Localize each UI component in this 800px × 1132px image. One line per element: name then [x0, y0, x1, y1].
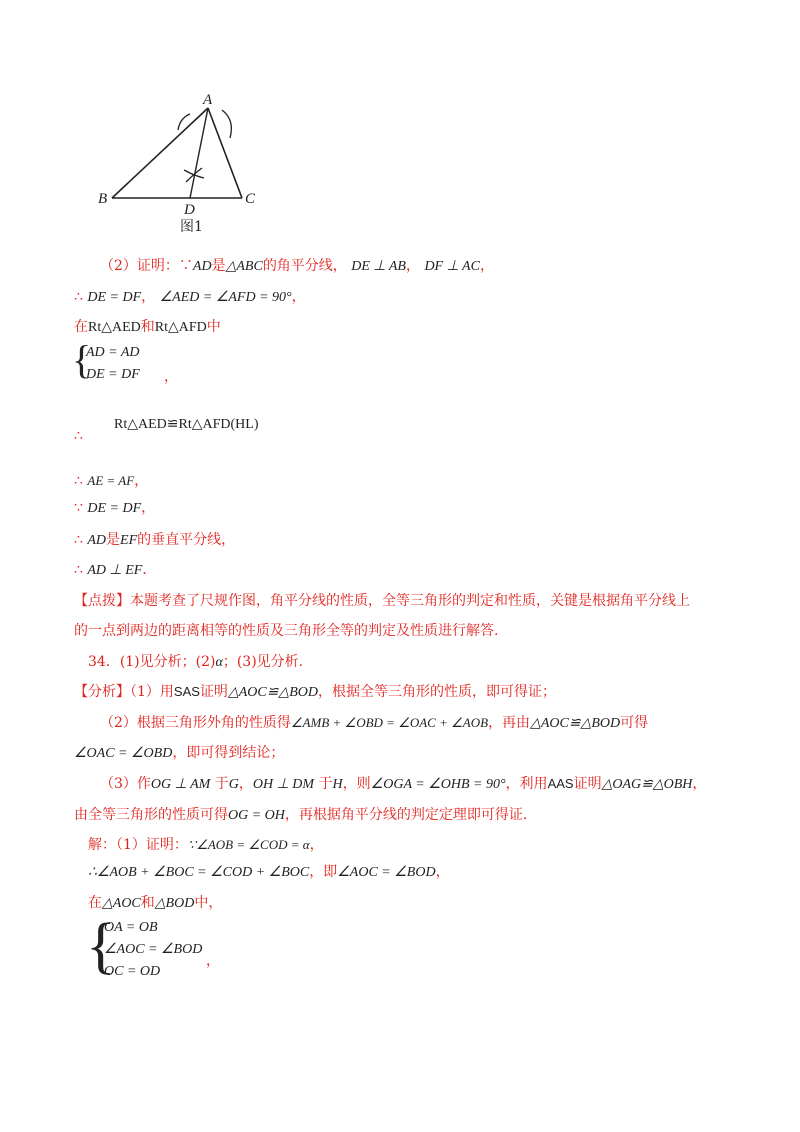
hint-line-2: 的一点到两边的距离相等的性质及三角形全等的判定及性质进行解答. [74, 623, 499, 639]
alpha-symbol: α [215, 655, 223, 670]
therefore-symbol: ∴ [74, 289, 83, 305]
label-a: A [203, 92, 213, 108]
oh-perp-dm: OH ⊥ DM [252, 777, 315, 792]
triangle-aoc: △AOC [102, 896, 141, 911]
congr-aoc-bod: △AOC≌△BOD [227, 685, 318, 700]
line-de-df [74, 497, 155, 517]
namely-text: ，即 [309, 864, 338, 880]
solution-line-3 [88, 892, 222, 912]
solution-line-1 [88, 834, 324, 854]
angle-sum-eq: ∴∠AOB + ∠BOC = ∠COD + ∠BOC [88, 865, 310, 880]
comma-end: ， [435, 864, 450, 880]
analysis-3b-rest: ，再根据角平分线的判定定理即可得证. [284, 807, 528, 823]
analysis-2b [74, 742, 284, 762]
congr-oag-obh: △OAG≌△OBH [601, 777, 693, 792]
q34-suffix: ；(3)见分析. [222, 654, 304, 670]
figure-caption: 图1 [180, 219, 203, 235]
side-ac [208, 108, 242, 198]
label-b: B [98, 191, 108, 207]
comma-end: ， [134, 473, 149, 489]
right-angles-eq: ∠OGA = ∠OHB = 90° [370, 777, 506, 792]
system-brace-1: { [72, 337, 92, 382]
comma: ， [405, 258, 420, 274]
because-symbol: ∵ [74, 500, 83, 516]
triangle-figure [90, 90, 270, 240]
comma: ， [238, 776, 253, 792]
hint-line-1: 【点拨】本题考查了尺规作图，角平分线的性质，全等三角形的判定和性质，关键是根据角平分线上 [74, 593, 690, 609]
congruence-therefore: ∴ [74, 428, 83, 444]
solution-prefix: 解：（1）证明： [88, 837, 188, 853]
q34-prefix: 34．(1)见分析；(2) [88, 654, 216, 670]
at-text-2: 于 [318, 776, 333, 792]
ad-symbol: AD [192, 259, 212, 274]
analysis-2-end: 可得 [620, 715, 649, 731]
prove-text: 证明 [199, 684, 228, 700]
analysis-2 [100, 712, 648, 732]
ef-symbol: EF [120, 533, 138, 548]
eq-de-df: DE = DF [87, 290, 142, 305]
point-g: G [228, 777, 239, 792]
analysis-1 [74, 681, 556, 701]
proof2-line1 [100, 255, 494, 275]
eq-de-df-2: DE = DF [87, 501, 142, 516]
system-brace-2: { [86, 912, 116, 980]
rt-aed: Rt△AED [88, 320, 141, 335]
analysis-1-prefix: 【分析】（1）用 [74, 684, 174, 700]
comma-end: ， [141, 500, 156, 516]
exterior-angle-eq: ∠AMB + ∠OBD = ∠OAC + ∠AOB [290, 715, 489, 730]
triangle-abc: △ABC [225, 259, 263, 274]
analysis-3b-prefix: 由全等三角形的性质可得 [74, 807, 228, 823]
og-perp-am: OG ⊥ AM [150, 777, 211, 792]
therefore-symbol: ∴ [74, 473, 83, 489]
at-text: 于 [214, 776, 229, 792]
system-2-row-3: OC = OD [104, 964, 161, 979]
eq-aoc-bod: ∠AOC = ∠BOD [337, 865, 436, 880]
line-ad-perp-bisector [74, 529, 235, 549]
analysis-2-prefix: （2）根据三角形外角的性质得 [100, 715, 291, 731]
eq-ae-af: AE = AF [87, 473, 135, 488]
side-ab [112, 108, 208, 198]
and-text: 和 [140, 895, 155, 911]
analysis-3-prefix: （3）作 [100, 776, 151, 792]
period: ． [142, 562, 157, 578]
sas-text: SAS [173, 684, 200, 699]
angle-eq-alpha: ∵∠AOB = ∠COD = α [187, 837, 310, 852]
label-d: D [184, 202, 195, 218]
congr-aoc-bod-2: △AOC≌△BOD [530, 716, 621, 731]
in-text: 在 [88, 895, 102, 911]
eq-og-oh: OG = OH [228, 808, 285, 823]
line-ad-perp-ef [74, 559, 156, 579]
congruence-statement: Rt△AED≌Rt△AFD(HL) [114, 417, 259, 432]
system-2-row-1: OA = OB [104, 920, 158, 935]
comma: ， [141, 289, 156, 305]
mid-text: 中， [194, 895, 223, 911]
therefore-symbol: ∴ [74, 562, 83, 578]
bisector-text: 的角平分线， [262, 258, 347, 274]
comma-end: ， [479, 258, 494, 274]
system-2-end: ， [206, 953, 220, 969]
point-h: H [332, 777, 343, 792]
in-text: 在 [74, 319, 88, 335]
proof2-line2 [74, 286, 306, 306]
rt-afd: Rt△AFD [154, 320, 207, 335]
system-1 [86, 342, 140, 386]
proof2-prefix: （2）证明：∵ [100, 258, 193, 274]
use-text: ，利用 [505, 776, 548, 792]
comma-end: ， [692, 776, 707, 792]
perp-bisector-text: 的垂直平分线， [137, 532, 236, 548]
triangle-bod: △BOD [154, 896, 195, 911]
analysis-3b [74, 804, 527, 824]
q34-answer [88, 651, 303, 671]
ad-perp-ef: AD ⊥ EF [87, 563, 143, 578]
system-2 [104, 917, 202, 983]
system-1-row-1: AD = AD [86, 345, 140, 360]
comma-end: ， [309, 837, 324, 853]
system-2-row-2: ∠AOC = ∠BOD [104, 942, 203, 957]
analysis-1-rest: ，根据全等三角形的性质，即可得证； [317, 684, 556, 700]
de-perp-ab: DE ⊥ AB [351, 259, 406, 274]
is-text: 是 [211, 258, 226, 274]
is-text: 是 [106, 532, 121, 548]
then-text: ，则 [342, 776, 371, 792]
mid-text: 中 [206, 319, 221, 335]
proof2-line3 [74, 316, 221, 336]
eq-oac-obd: ∠OAC = ∠OBD [74, 746, 173, 761]
analysis-2b-rest: ，即可得到结论； [172, 745, 285, 761]
prove-text: 证明 [573, 776, 602, 792]
label-c: C [245, 191, 256, 207]
system-1-row-2: DE = DF [86, 367, 140, 382]
df-perp-ac: DF ⊥ AC [424, 259, 480, 274]
aas-text: AAS [547, 776, 574, 791]
analysis-2-mid: ，再由 [488, 715, 531, 731]
and-text: 和 [140, 319, 155, 335]
ad-symbol: AD [87, 533, 107, 548]
comma-end: ， [291, 289, 306, 305]
line-ae-af [74, 470, 148, 490]
eq-angles: ∠AED = ∠AFD = 90° [159, 290, 292, 305]
therefore-symbol: ∴ [74, 532, 83, 548]
analysis-3 [100, 773, 706, 793]
arc-right [222, 110, 231, 138]
system-1-end: ， [164, 369, 178, 385]
solution-line-2 [88, 861, 450, 881]
